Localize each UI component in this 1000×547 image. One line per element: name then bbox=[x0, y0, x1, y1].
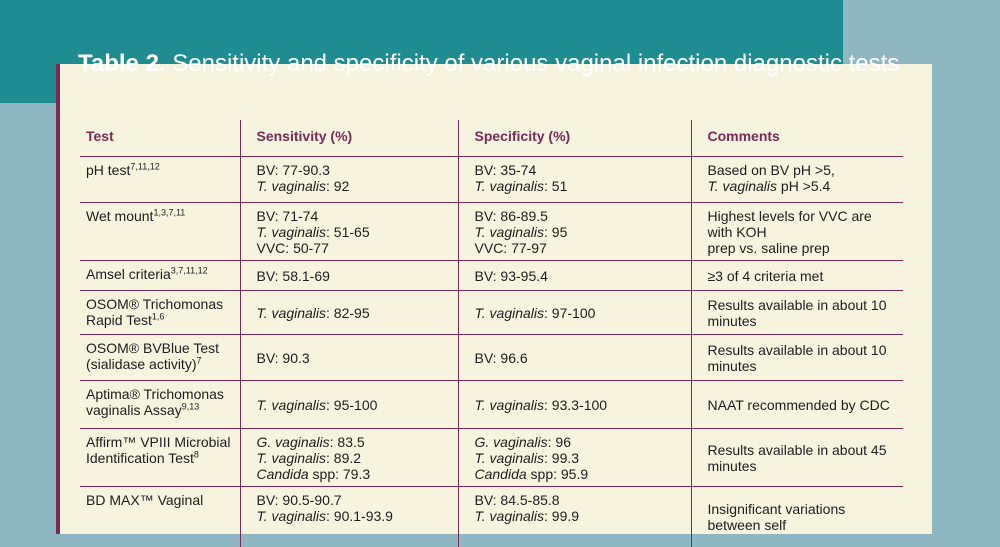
comment-line: Highest levels for VVC are with KOH bbox=[707, 208, 872, 240]
test-name: BD MAX™ Vaginal bbox=[86, 492, 204, 508]
specificity-line: T. vaginalis: 99.9 bbox=[474, 508, 580, 524]
specificity-line: Candida spp: 95.9 bbox=[474, 466, 589, 482]
test-name: Affirm™ VPIII Microbial Identification Test bbox=[86, 434, 231, 466]
cell-sensitivity bbox=[240, 429, 458, 487]
specificity-line: BV: 96.6 bbox=[474, 350, 528, 366]
cell-test bbox=[80, 335, 240, 381]
col-header-sensitivity: Sensitivity (%) bbox=[240, 120, 458, 157]
table-number: Table 2. bbox=[78, 50, 166, 77]
cell-specificity bbox=[458, 261, 691, 291]
table-row bbox=[80, 335, 903, 381]
comment-line: T. vaginalis pH >5.4 bbox=[707, 178, 831, 194]
diagnostic-tests-table bbox=[80, 120, 903, 547]
sensitivity-line: T. vaginalis: 90.1-93.9 bbox=[256, 508, 393, 524]
cell-sensitivity bbox=[240, 157, 458, 203]
cell-specificity bbox=[458, 487, 691, 547]
cell-sensitivity bbox=[240, 335, 458, 381]
cell-test bbox=[80, 203, 240, 261]
sensitivity-line: BV: 58.1-69 bbox=[256, 268, 330, 284]
sensitivity-line: BV: 77-90.3 bbox=[256, 162, 330, 178]
table-row bbox=[80, 429, 903, 487]
cell-sensitivity bbox=[240, 381, 458, 429]
sensitivity-line: BV: 71-74 bbox=[256, 208, 319, 224]
reference-superscript: 1,3,7,11 bbox=[153, 207, 186, 218]
test-name: Amsel criteria bbox=[86, 266, 171, 282]
reference-superscript: 8 bbox=[193, 449, 199, 460]
reference-superscript: 3,7,11,12 bbox=[170, 265, 208, 276]
sensitivity-line: T. vaginalis: 89.2 bbox=[256, 450, 362, 466]
cell-comments bbox=[691, 261, 903, 291]
sensitivity-line: BV: 90.5-90.7 bbox=[256, 492, 342, 508]
specificity-line: BV: 86-89.5 bbox=[474, 208, 548, 224]
sensitivity-line: T. vaginalis: 95-100 bbox=[256, 397, 378, 413]
cell-specificity bbox=[458, 381, 691, 429]
cell-test bbox=[80, 381, 240, 429]
cell-specificity bbox=[458, 203, 691, 261]
cell-sensitivity bbox=[240, 203, 458, 261]
cell-test bbox=[80, 261, 240, 291]
col-header-test: Test bbox=[80, 120, 240, 157]
reference-superscript: 9,13 bbox=[181, 401, 200, 412]
comment-line: Results available in about 45 minutes bbox=[707, 442, 887, 474]
test-name: OSOM® Trichomonas Rapid Test bbox=[86, 296, 224, 328]
table-caption: Sensitivity and specificity of various vaginal infection diagnostic tests bbox=[172, 50, 900, 77]
reference-superscript: 7,11,12 bbox=[130, 161, 160, 172]
cell-comments bbox=[691, 203, 903, 261]
specificity-line: BV: 35-74 bbox=[474, 162, 537, 178]
table-row bbox=[80, 261, 903, 291]
specificity-line: T. vaginalis: 95 bbox=[474, 224, 568, 240]
comment-line: Results available in about 10 minutes bbox=[707, 342, 887, 374]
table-row bbox=[80, 203, 903, 261]
cell-specificity bbox=[458, 157, 691, 203]
header-row bbox=[80, 120, 903, 157]
specificity-line: T. vaginalis: 93.3-100 bbox=[474, 397, 608, 413]
col-header-specificity: Specificity (%) bbox=[458, 120, 691, 157]
sensitivity-line: T. vaginalis: 92 bbox=[256, 178, 350, 194]
cell-specificity bbox=[458, 335, 691, 381]
cell-test bbox=[80, 429, 240, 487]
specificity-line: BV: 84.5-85.8 bbox=[474, 492, 560, 508]
reference-superscript: 1,6 bbox=[151, 311, 165, 322]
sensitivity-line: G. vaginalis: 83.5 bbox=[256, 434, 365, 450]
sensitivity-line: VVC: 50-77 bbox=[256, 240, 329, 256]
cell-comments bbox=[691, 429, 903, 487]
cell-comments bbox=[691, 487, 903, 547]
table-row bbox=[80, 291, 903, 335]
comment-line: Insignificant variations between self bbox=[707, 501, 846, 534]
sensitivity-line: Candida spp: 79.3 bbox=[256, 466, 371, 482]
specificity-line: VVC: 77-97 bbox=[474, 240, 547, 256]
specificity-line: BV: 93-95.4 bbox=[474, 268, 548, 284]
table-title bbox=[78, 50, 899, 78]
cell-specificity bbox=[458, 291, 691, 335]
sensitivity-line: BV: 90.3 bbox=[256, 350, 310, 366]
cell-comments bbox=[691, 335, 903, 381]
comment-line: NAAT recommended by CDC bbox=[707, 397, 890, 413]
sensitivity-line: T. vaginalis: 82-95 bbox=[256, 305, 370, 321]
reference-superscript: 7 bbox=[196, 355, 202, 366]
cell-test bbox=[80, 157, 240, 203]
table-row bbox=[80, 381, 903, 429]
sensitivity-line: T. vaginalis: 51-65 bbox=[256, 224, 370, 240]
cell-comments bbox=[691, 157, 903, 203]
cell-comments bbox=[691, 291, 903, 335]
specificity-line: T. vaginalis: 97-100 bbox=[474, 305, 596, 321]
comment-line: ≥3 of 4 criteria met bbox=[707, 268, 824, 284]
cell-comments bbox=[691, 381, 903, 429]
specificity-line: T. vaginalis: 99.3 bbox=[474, 450, 580, 466]
table-row bbox=[80, 487, 903, 547]
specificity-line: G. vaginalis: 96 bbox=[474, 434, 572, 450]
test-name: Aptima® Trichomonas vaginalis Assay bbox=[86, 386, 224, 418]
table-row bbox=[80, 157, 903, 203]
comment-line: Based on BV pH >5, bbox=[707, 162, 835, 178]
test-name: pH test bbox=[86, 162, 131, 178]
cell-specificity bbox=[458, 429, 691, 487]
comment-line: Results available in about 10 minutes bbox=[707, 297, 887, 329]
specificity-line: T. vaginalis: 51 bbox=[474, 178, 568, 194]
test-name: OSOM® BVBlue Test (sialidase activity) bbox=[86, 340, 219, 372]
cell-test bbox=[80, 291, 240, 335]
cell-test bbox=[80, 487, 240, 547]
cell-sensitivity bbox=[240, 261, 458, 291]
cell-sensitivity bbox=[240, 487, 458, 547]
test-name: Wet mount bbox=[86, 208, 154, 224]
col-header-comments: Comments bbox=[691, 120, 903, 157]
comment-line: prep vs. saline prep bbox=[707, 240, 830, 256]
cell-sensitivity bbox=[240, 291, 458, 335]
